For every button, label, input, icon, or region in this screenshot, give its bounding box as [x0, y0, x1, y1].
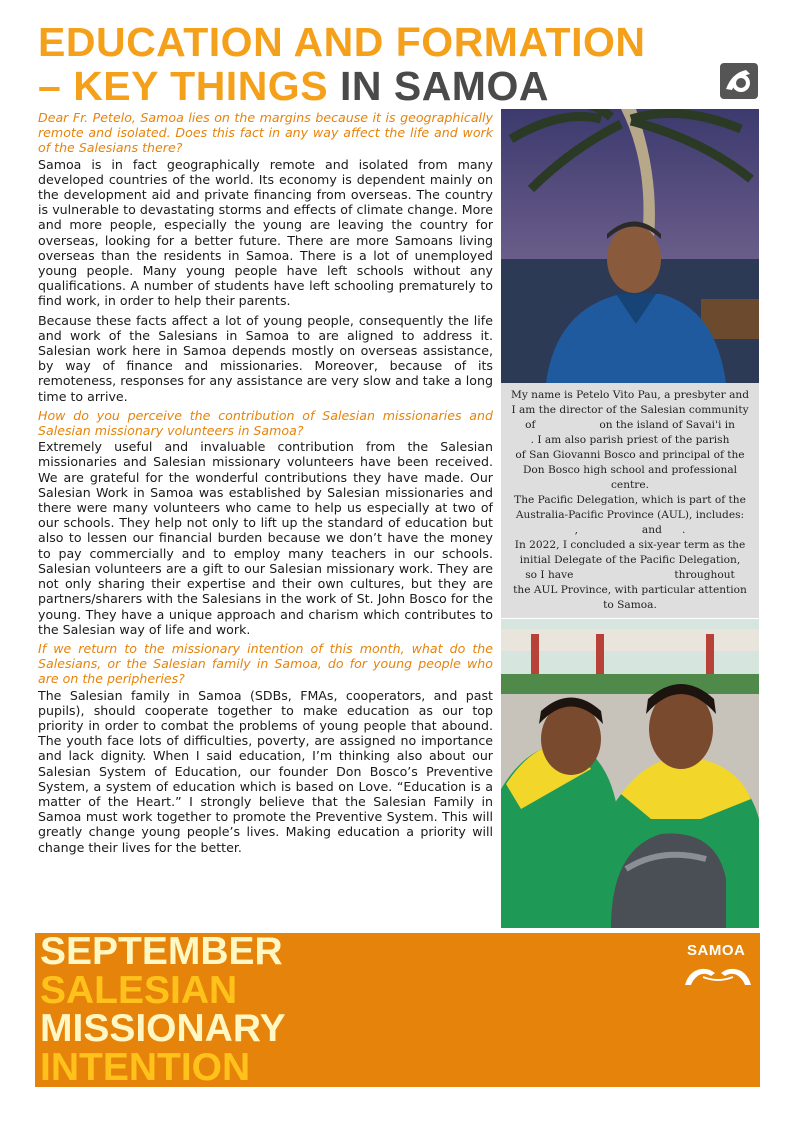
caption-line: so I have throughout [525, 569, 735, 581]
hands-icon [683, 963, 753, 987]
salesian-logo-icon [720, 63, 758, 99]
answer-1-paragraph-1: Samoa is in fact geographically remote and isolated from many developed countries of the world. Its economy is dependent mainly on the development aid and private financing from overseas. The country is vulnerable to devastating storms and effects of climate change. More and more people, especially the young are leaving the country for overseas, looking for a better future. There are more Samoans living overseas than the residents in Samoa. There is a lot of unemployed young people. Many young people have left schools without any qualifications. A number of students have left schooling prematurely to find work, in order to help their parents. [38, 156, 493, 309]
portrait-photo [501, 109, 759, 383]
footer-title [40, 930, 286, 1089]
caption-line: of San Giovanni Bosco and principal of the [515, 449, 745, 461]
title-line2-grey: IN SAMOA [339, 63, 549, 109]
caption-line: The Pacific Delegation, which is part of the [514, 494, 746, 506]
caption-line: My name is Petelo Vito Pau, a presbyter and [510, 389, 750, 401]
question-3: If we return to the missionary intention of this month, what do the Salesians, or the Salesian family in Samoa, do for young people who are on the peripheries? [38, 640, 493, 687]
answer-3: The Salesian family in Samoa (SDBs, FMAs, cooperators, and past pupils), should cooperate together to make education as our top priority in order to combat the problems of young people that abound. The youth face lots of difficulties, poverty, are assigned no importance and lack dignity. When I said education, I’m thinking also about our Salesian System of Education, our founder Don Bosco’s Preventive System, a system of education which is based on Love. “Education is a matter of the Heart.” I strongly believe that the Salesian Family in Samoa must work together to promote the Preventive System. This will greatly change young people’s lives. Making education a priority will change their lives for the better. [38, 687, 493, 855]
question-2: How do you perceive the contribution of Salesian missionaries and Salesian missionary volunteers in Samoa? [38, 407, 493, 439]
caption-line: to Samoa. [603, 599, 657, 611]
footer-line-september: SEPTEMBER [40, 930, 283, 973]
caption-line: Australia-Pacific Province (AUL), includes: [515, 509, 745, 521]
page-title [38, 20, 718, 108]
caption-line: In 2022, I concluded a six-year term as the [514, 539, 746, 551]
photo-caption [501, 383, 759, 618]
caption-line: of on the island of Savai'i in [525, 419, 735, 431]
caption-line: centre. [611, 479, 649, 491]
footer-banner [35, 930, 760, 1089]
caption-line: . I am also parish priest of the parish [530, 434, 730, 446]
question-1: Dear Fr. Petelo, Samoa lies on the margins because it is geographically remote and isolated. Does this fact in any way affect the life and work of the Salesians there? [38, 110, 493, 156]
caption-line: initial Delegate of the Pacific Delegation, [519, 554, 741, 566]
caption-line: the AUL Province, with particular attention [513, 584, 747, 596]
country-label: SAMOA [687, 942, 746, 959]
answer-2: Extremely useful and invaluable contribution from the Salesian missionaries and Salesian missionary volunteers have been received. We are grateful for the wonderful contributions they have made. Our Salesian Work in Samoa was established by Salesian missionaries and there were many volunteers who came to help us especially at two of our schools. They help not only to lift up the standard of education but also to lessen our financial burden because we don’t have the money to pay commercially and to employ many teachers in our schools. Salesian volunteers are a gift to our Salesian missionary work. They are not only sharing their expertise and their own cultures, but they are partners/sharers with the Salesians in the work of St. John Bosco for the young. They have a unique approach and charism which contributes to the Salesian way of life and work. [38, 439, 493, 637]
caption-line: , and . [574, 524, 686, 536]
footer-line-missionary: MISSIONARY [40, 1007, 286, 1050]
caption-line: I am the director of the Salesian community [511, 404, 749, 416]
footer-line-salesian: SALESIAN [40, 968, 238, 1012]
caption-line: Don Bosco high school and professional [522, 464, 738, 476]
article-body [38, 110, 493, 859]
title-line1: EDUCATION AND FORMATION [38, 19, 646, 65]
students-photo [501, 619, 759, 928]
footer-line-intention: INTENTION [40, 1045, 251, 1089]
answer-1-paragraph-2: Because these facts affect a lot of young people, consequently the life and work of the Salesians in Samoa to are aligned to address it. Salesian work here in Samoa depends mostly on overseas assistance, by way of finance and missionaries. Moreover, because of its remoteness, responses for any assistance are very slow and take a long time to arrive. [38, 312, 493, 404]
title-line2-orange: – KEY THINGS [38, 63, 329, 109]
